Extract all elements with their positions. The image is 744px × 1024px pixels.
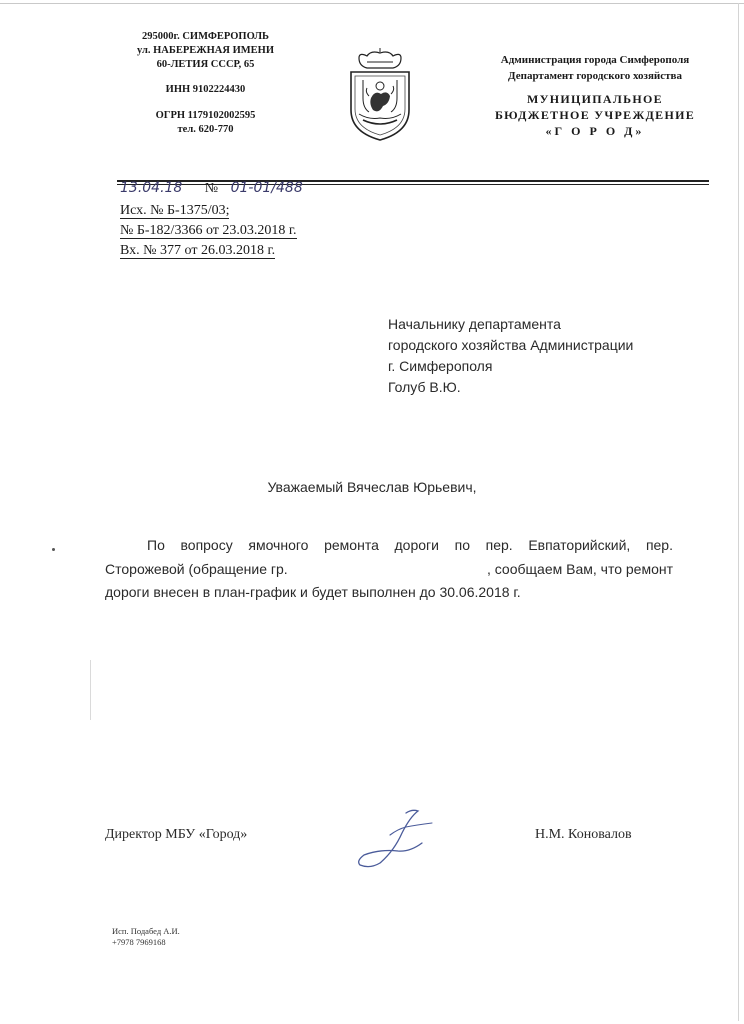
scan-mark [90,660,91,720]
body-line3: дороги внесен в план-график и будет выполнен до 30.06.2018 г. [105,584,521,600]
body-word: По [147,537,165,553]
body-line2-right: , сообщаем Вам, что ремонт [486,560,673,577]
recipient-block [388,314,633,398]
sender-address-line2: ул. НАБЕРЕЖНАЯ ИМЕНИ [137,45,274,56]
body-line2-left: Сторожевой (обращение гр. [105,560,288,577]
authority-block [470,52,720,139]
registration-number-label: № [204,181,219,196]
registration-line [120,180,303,197]
scan-dot [52,548,55,551]
signer-name: Н.М. Коновалов [535,827,632,842]
sender-address-line3: 60-ЛЕТИЯ СССР, 65 [156,59,255,70]
sender-inn: ИНН 9102224430 [165,84,246,95]
registration-number: 01-01/488 [230,180,303,196]
handwritten-signature [350,805,440,870]
sender-address-line1: 295000г. СИМФЕРОПОЛЬ [142,31,269,42]
body-line2 [105,558,673,582]
executor-phone: +7978 7969168 [112,937,166,947]
scan-edge-top [0,3,744,4]
body-word: по [454,537,470,553]
body-word: пер. [485,537,513,553]
sender-phone: тел. 620-770 [177,124,234,135]
body-word: пер. [645,537,673,553]
body-word: Евпаторийский, [528,537,631,553]
body-word: вопросу [180,537,233,553]
recipient-line4: Голуб В.Ю. [388,379,461,395]
sender-block [108,30,303,137]
recipient-line3: г. Симферополя [388,358,493,374]
body-word: дороги [394,537,439,553]
reference-number: № Б-182/3366 от 23.03.2018 г. [120,223,297,238]
body-line1 [105,534,673,558]
authority-line2: Департамент городского хозяйства [508,70,682,82]
references-block [120,201,297,261]
recipient-line2: городского хозяйства Администрации [388,337,634,353]
sender-ogrn: ОГРН 1179102002595 [155,110,256,121]
signer-title: Директор МБУ «Город» [105,827,248,842]
footer-block [112,926,180,948]
reference-incoming: Вх. № 377 от 26.03.2018 г. [120,243,276,258]
letter-body [105,534,673,605]
scan-edge-right [738,3,739,1021]
body-word: ремонта [324,537,379,553]
registration-date: 13.04.18 [120,180,183,196]
authority-line4: БЮДЖЕТНОЕ УЧРЕЖДЕНИЕ [494,108,696,122]
salutation: Уважаемый Вячеслав Юрьевич, [267,479,477,495]
executor-name: Исп. Подабед А.И. [112,926,180,936]
body-word: ямочного [248,537,309,553]
authority-line3: МУНИЦИПАЛЬНОЕ [527,92,663,106]
authority-line1: Администрация города Симферополя [500,54,690,66]
authority-line5: «Г О Р О Д» [545,124,645,138]
crimea-coat-of-arms-icon [345,48,415,144]
recipient-line1: Начальнику департамента [388,316,561,332]
reference-outgoing: Исх. № Б-1375/03; [120,203,230,218]
